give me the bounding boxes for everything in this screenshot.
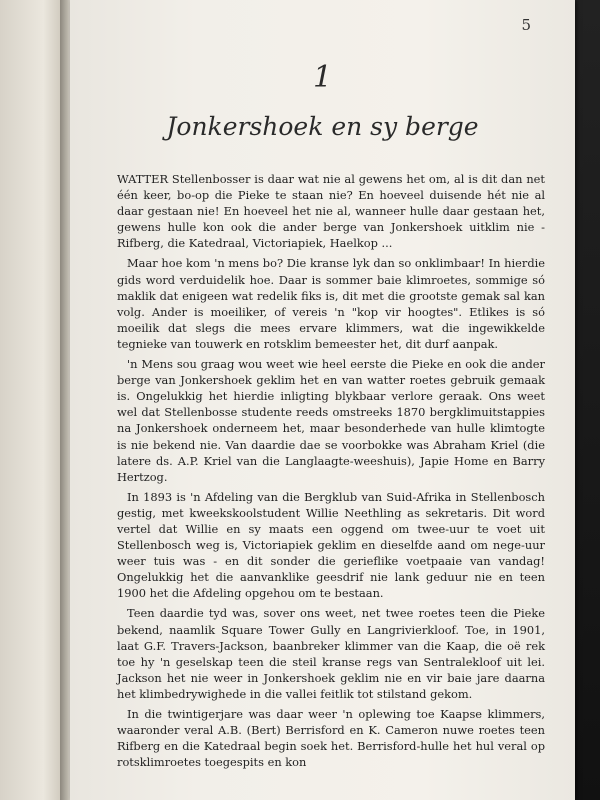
paragraph-2: Maar hoe kom 'n mens bo? Die kranse lyk dan so onklimbaar! In hierdie gids word verduidelik hoe. Daar is sommer baie klimroetes, sommige só maklik dat enigeen wat redelik fiks is, dit met die grootste gemak sal kan volg. Ander is moeiliker, of vereis 'n "kop vir hoogtes". Etlikes is só moeilik dat slegs die mees ervare klimmers, wat die ingewikkelde tegnieke van touwerk en rotsklim bemeester het, dit durf aanpak. xyxy=(117,256,545,351)
paragraph-4: In 1893 is 'n Afdeling van die Bergklub van Suid-Afrika in Stellenbosch gestig, met kweekskoolstudent Willie Neethling as sekretaris. Dit word vertel dat Willie en sy maats een oggend om twee-uur te voet uit Stellenbosch weg is, Victoriapiek geklim en dieselfde aand om nege-uur weer tuis was - en dit sonder die gerieflike voetpaaie van vandag! Ongelukkig het die aanvanklike geesdrif nie lank geduur nie en teen 1900 het die Afdeling opgehou om te bestaan. xyxy=(117,489,545,601)
chapter-number: 1 xyxy=(312,60,333,95)
paragraph-1: WATTER Stellenbosser is daar wat nie al gewens het om, al is dit dan net één keer, bo-op die Pieke te staan nie? En hoeveel duisende hét nie al daar gestaan nie! En hoeveel het nie al, wanneer hulle daar gestaan het, gewens hulle kon ook die ander berge van Jonkershoek uitklim nie - Rifberg, die Katedraal, Victoriapiek, Haelkop ... xyxy=(117,172,545,251)
page-number: 5 xyxy=(521,16,531,34)
chapter-title: Jonkershoek en sy berge xyxy=(166,112,479,141)
paragraph-5: Teen daardie tyd was, sover ons weet, net twee roetes teen die Pieke bekend, naamlik Square Tower Gully en Langrivierkloof. Toe, in 1901, laat G.F. Travers-Jackson, baanbreker klimmer van die Kaap, die oë rek toe hy 'n geselskap teen die steil kranse regs van Sentralekloof uit lei. Jackson het nie weer in Jonkershoek geklim nie en vir baie jare daarna het klimbedrywighede in die vallei feitlik tot stilstand gekom. xyxy=(117,606,545,701)
left-page-edge xyxy=(0,0,62,800)
body-text xyxy=(117,171,545,774)
paragraph-3: 'n Mens sou graag wou weet wie heel eerste die Pieke en ook die ander berge van Jonkershoek geklim het en van watter roetes gebruik gemaak is. Ongelukkig het hierdie inligting blykbaar verlore geraak. Ons weet wel dat Stellenbosse studente reeds omstreeks 1870 bergklimuitstappies na Jonkershoek onderneem het, maar besonderhede van hulle klimtogte is nie bekend nie. Van daardie dae se voorbokke was Abraham Kriel (die latere ds. A.P. Kriel van die Langlaagte-weeshuis), Japie Home en Barry Hertzog. xyxy=(117,357,545,484)
paragraph-6: In die twintigerjare was daar weer 'n oplewing toe Kaapse klimmers, waaronder veral A.B. (Bert) Berrisford en K. Cameron nuwe roetes teen Rifberg en die Katedraal begin soek het. Berrisford-hulle het hul veral op rotsklimroetes toegespits en kon xyxy=(117,707,545,770)
book-page xyxy=(70,0,575,800)
